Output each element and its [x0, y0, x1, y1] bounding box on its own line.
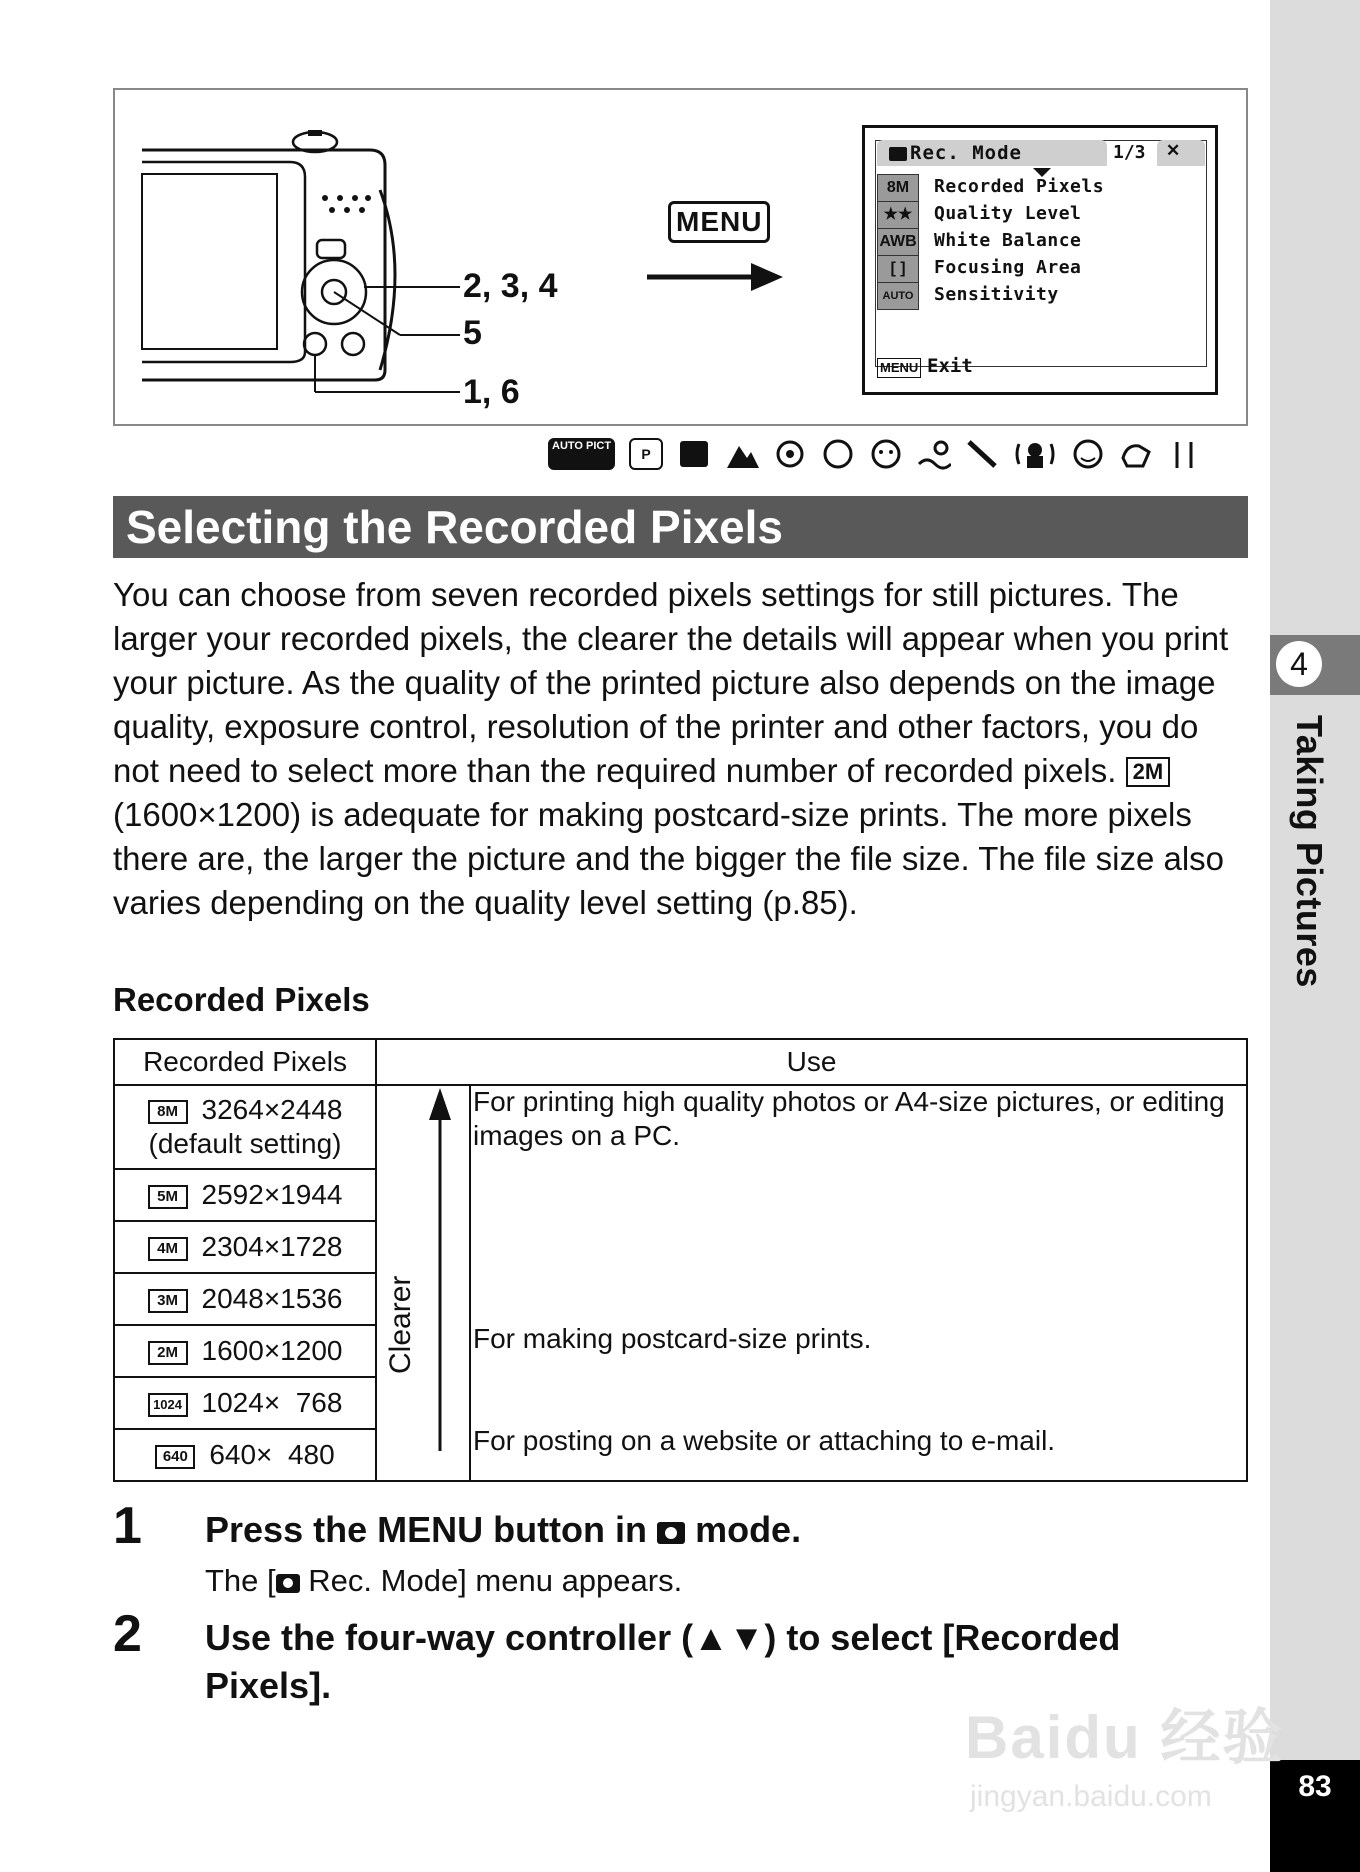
soft-skin-icon	[869, 438, 903, 470]
1024-icon: 1024	[148, 1393, 188, 1417]
pet-icon	[1119, 438, 1153, 470]
pixels-cell: 4M 2304×1728	[114, 1221, 376, 1273]
surf-snow-icon	[917, 438, 951, 470]
wrench-icon: ✕	[1166, 141, 1181, 160]
right-arrow-icon	[645, 255, 785, 299]
menu-key-label: MENU	[668, 201, 770, 243]
5m-icon: 5M	[148, 1185, 188, 1209]
step-1-title: Press the MENU button in mode.	[205, 1509, 802, 1550]
camera-icon	[276, 1574, 300, 1593]
iso-auto-icon: AUTO	[877, 282, 919, 310]
chapter-number: 4	[1276, 641, 1322, 687]
anti-shake-icon	[1013, 438, 1057, 470]
food-icon	[1167, 438, 1201, 470]
mode-icons-row	[548, 438, 1201, 470]
use-web-email: For posting on a website or attaching to e-mail.	[473, 1425, 1056, 1456]
pixels-cell: 2M 1600×1200	[114, 1325, 376, 1377]
auto-picture-icon: AUTO PICT	[548, 438, 615, 470]
pixels-cell: 8M 3264×2448 (default setting)	[114, 1085, 376, 1169]
2m-icon: 2M	[148, 1341, 188, 1365]
white-balance-icon: AWB	[877, 228, 919, 256]
chapter-title: Taking Pictures	[1289, 715, 1330, 988]
clearer-arrow-icon	[425, 1088, 455, 1453]
use-postcard: For making postcard-size prints.	[473, 1323, 872, 1354]
menu-item-label: Sensitivity	[934, 284, 1059, 305]
sport-icon	[965, 438, 999, 470]
callout-leader-lines	[400, 280, 470, 400]
menu-item-white-balance	[877, 228, 1197, 258]
step-2-title: Use the four-way controller (▲▼) to select [Recorded Pixels].	[205, 1617, 1121, 1706]
rec-mode-menu-screen	[862, 125, 1218, 395]
column-header-use: Use	[376, 1039, 1247, 1085]
screen-title: Rec. Mode	[910, 142, 1022, 164]
watermark-url: jingyan.baidu.com	[970, 1780, 1212, 1813]
menu-item-quality-level	[877, 201, 1197, 231]
column-header-pixels: Recorded Pixels	[114, 1039, 376, 1085]
menu-item-label: White Balance	[934, 230, 1082, 251]
recorded-pixels-icon: 8M	[877, 174, 919, 202]
callout-steps-2-3-4: 2, 3, 4	[463, 267, 558, 305]
640-icon: 640	[155, 1445, 195, 1469]
menu-item-label: Focusing Area	[934, 257, 1082, 278]
table-heading: Recorded Pixels	[113, 981, 370, 1018]
3m-icon: 3M	[148, 1289, 188, 1313]
camera-icon	[657, 1522, 685, 1544]
clearer-label: Clearer	[384, 1275, 417, 1375]
pixels-cell: 640 640× 480	[114, 1429, 376, 1481]
8m-icon: 8M	[148, 1100, 188, 1124]
menu-button-tag: MENU	[877, 358, 921, 378]
intro-text-part1: You can choose from seven recorded pixels settings for still pictures. The larger your recorded pixels, the clearer the details will appear when you print your picture. As the quality of the printed picture also depends on the image quality, exposure control, resolution of the printer and other factors, you do not need to select more than the required number of recorded pixels.	[113, 576, 1229, 789]
pixels-cell: 1024 1024× 768	[114, 1377, 376, 1429]
step-1-number: 1	[113, 1497, 142, 1555]
menu-item-sensitivity	[877, 282, 1197, 312]
night-scene-icon	[677, 438, 711, 470]
4m-icon: 4M	[148, 1237, 188, 1261]
setup-tab	[1157, 140, 1205, 166]
section-heading: Selecting the Recorded Pixels	[126, 501, 784, 553]
step-1-description: The [ Rec. Mode] menu appears.	[205, 1563, 683, 1598]
focusing-area-icon: [ ]	[877, 255, 919, 283]
kids-icon	[1071, 438, 1105, 470]
intro-paragraph	[113, 573, 1253, 925]
quality-level-icon: ★★	[877, 201, 919, 229]
menu-item-focusing-area	[877, 255, 1197, 285]
page-number: 83	[1298, 1770, 1332, 1803]
menu-item-recorded-pixels	[877, 174, 1197, 204]
landscape-icon	[725, 438, 759, 470]
menu-item-label: Quality Level	[934, 203, 1082, 224]
pixels-cell: 3M 2048×1536	[114, 1273, 376, 1325]
intro-text-part2: (1600×1200) is adequate for making postcard-size prints. The more pixels there are, the larger the picture and the bigger the file size. The file size also varies depending on the quality level setting (p.85).	[113, 796, 1225, 921]
watermark-logo: Baidu 经验	[965, 1704, 1285, 1771]
menu-item-label: Recorded Pixels	[934, 176, 1105, 197]
table-header-row	[114, 1039, 1247, 1085]
pixels-cell: 5M 2592×1944	[114, 1169, 376, 1221]
camera-icon	[889, 147, 907, 161]
2m-resolution-icon: 2M	[1126, 757, 1171, 787]
callout-steps-1-6: 1, 6	[463, 373, 520, 411]
default-note: (default setting)	[148, 1128, 342, 1159]
exit-label: Exit	[927, 355, 973, 377]
step-2-number: 2	[113, 1605, 142, 1663]
program-mode-icon: P	[629, 438, 663, 470]
use-high-quality: For printing high quality photos or A4-size pictures, or editing images on a PC.	[473, 1086, 1225, 1151]
flower-icon	[773, 438, 807, 470]
page-indicator: 1/3	[1113, 142, 1146, 163]
callout-step-5: 5	[463, 314, 482, 352]
portrait-icon	[821, 438, 855, 470]
camera-back-illustration	[140, 130, 440, 410]
